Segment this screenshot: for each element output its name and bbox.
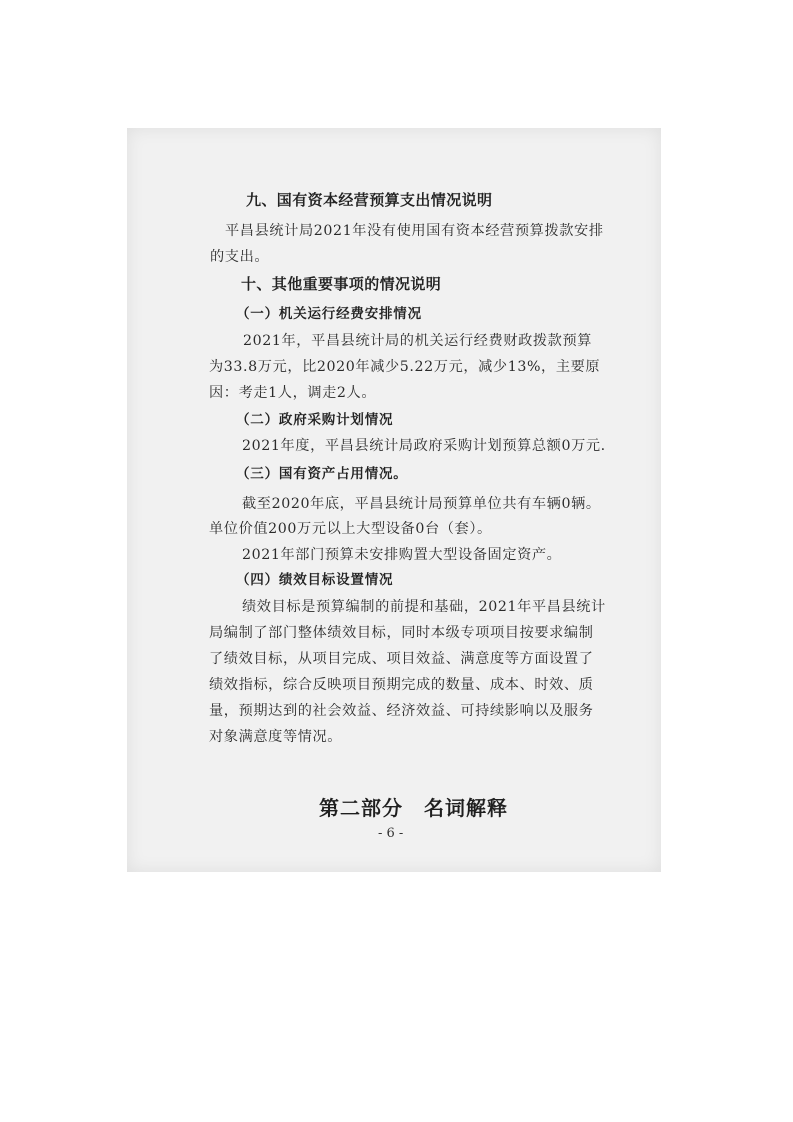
sub2-heading: （二）政府采购计划情况 xyxy=(236,412,394,428)
sub2-line-1: 2021年度，平昌县统计局政府采购计划预算总额0万元. xyxy=(242,438,606,454)
sub1-line-3: 因：考走1人，调走2人。 xyxy=(209,385,377,401)
sub1-line-2: 为33.8万元，比2020年减少5.22万元，减少13%，主要原 xyxy=(209,359,601,375)
sub4-heading: （四）绩效目标设置情况 xyxy=(236,572,394,588)
page-number: - 6 - xyxy=(378,826,404,841)
section10-heading: 十、其他重要事项的情况说明 xyxy=(241,275,442,293)
section9-line-1: 平昌县统计局2021年没有使用国有资本经营预算拨款安排 xyxy=(225,223,604,239)
sub4-line-3: 了绩效目标，从项目完成、项目效益、满意度等方面设置了 xyxy=(209,651,594,667)
part2-title: 第二部分 名词解释 xyxy=(319,796,508,820)
section9-line-2: 的支出。 xyxy=(210,249,270,265)
section9-heading: 九、国有资本经营预算支出情况说明 xyxy=(246,191,493,209)
sub4-line-2: 局编制了部门整体绩效目标，同时本级专项项目按要求编制 xyxy=(209,625,594,641)
sub3-line-3: 2021年部门预算未安排购置大型设备固定资产。 xyxy=(242,547,562,563)
sub4-line-6: 对象满意度等情况。 xyxy=(209,729,343,745)
sub3-heading: （三）国有资产占用情况。 xyxy=(236,466,408,482)
sub4-line-4: 绩效指标，综合反映项目预期完成的数量、成本、时效、质 xyxy=(209,677,594,693)
sub4-line-5: 量，预期达到的社会效益、经济效益、可持续影响以及服务 xyxy=(209,703,594,719)
sub3-line-1: 截至2020年底，平昌县统计局预算单位共有车辆0辆。 xyxy=(242,496,601,512)
sub3-line-2: 单位价值200万元以上大型设备0台（套）。 xyxy=(209,521,492,537)
sub1-line-1: 2021年，平昌县统计局的机关运行经费财政拨款预算 xyxy=(243,333,593,349)
sub4-line-1: 绩效目标是预算编制的前提和基础，2021年平昌县统计 xyxy=(242,599,606,615)
sub1-heading: （一）机关运行经费安排情况 xyxy=(236,306,422,322)
